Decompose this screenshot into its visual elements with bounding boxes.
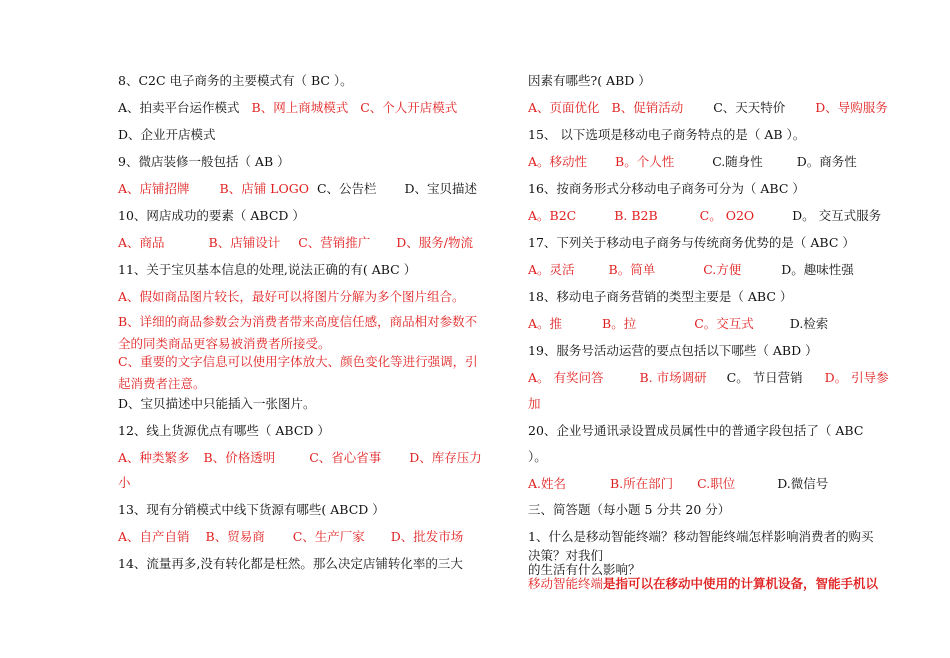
q18-option-c: C。交互式 bbox=[694, 316, 754, 331]
q12-option-b: B、价格透明 bbox=[203, 450, 276, 465]
q8-option-d: D、企业开店模式 bbox=[118, 127, 216, 142]
q11-option-c: C、重要的文字信息可以使用字体放大、颜色变化等进行强调，引起消费者注意。 bbox=[118, 354, 478, 391]
q15-option-a: A。移动性 bbox=[528, 154, 588, 169]
question-10-options bbox=[118, 235, 473, 251]
short-answer-1-question-line-2: 决策？对我们 bbox=[528, 548, 604, 563]
q14-option-c: C、天天特价 bbox=[713, 100, 786, 115]
question-18-options bbox=[528, 316, 828, 332]
q15-option-d: D。商务性 bbox=[796, 154, 857, 169]
q20-option-b: B.所在部门 bbox=[610, 476, 674, 491]
question-16: 16、按商务形式分移动电子商务可分为（ ABC ） bbox=[528, 181, 805, 196]
question-9: 9、微店装修一般包括（ AB ） bbox=[118, 154, 290, 169]
q16-option-c: C。 O2O bbox=[699, 208, 755, 223]
question-19: 19、服务号活动运营的要点包括以下哪些（ ABD ） bbox=[528, 343, 818, 358]
q19-option-b: B. 市场调研 bbox=[639, 370, 707, 385]
answer-text: 是指可以在移动中使用的计算机设备，智能手机以 bbox=[603, 576, 879, 591]
q9-option-a: A、店铺招牌 bbox=[118, 181, 190, 196]
q20-option-c: C.职位 bbox=[697, 476, 736, 491]
q20-option-d: D.微信号 bbox=[777, 476, 829, 491]
q16-option-b: B. B2B bbox=[614, 208, 658, 223]
question-17-options bbox=[528, 262, 854, 278]
q14-option-a: A、页面优化 bbox=[528, 100, 600, 115]
question-20: 20、企业号通讯录设置成员属性中的普通字段包括了（ ABC bbox=[528, 423, 864, 438]
question-16-options bbox=[528, 208, 881, 224]
q17-option-b: B。简单 bbox=[608, 262, 656, 277]
q14-option-d: D、导购服务 bbox=[815, 100, 888, 115]
question-17: 17、下列关于移动电子商务与传统商务优势的是（ ABC ） bbox=[528, 235, 855, 250]
q16-option-a: A。B2C bbox=[528, 208, 577, 223]
q13-option-a: A、自产自销 bbox=[118, 529, 190, 544]
question-10: 10、网店成功的要素（ ABCD ） bbox=[118, 208, 305, 223]
q20-continuation: ）。 bbox=[528, 449, 547, 464]
question-8-options bbox=[118, 100, 457, 116]
q19-option-c: C。 节日营销 bbox=[726, 370, 803, 385]
q19-option-a: A。 有奖问答 bbox=[528, 370, 604, 385]
q15-option-c: C.随身性 bbox=[712, 154, 763, 169]
question-19-options bbox=[528, 370, 889, 386]
q18-option-a: A。推 bbox=[528, 316, 563, 331]
q10-option-c: C、营销推广 bbox=[298, 235, 371, 250]
q13-option-d: D、批发市场 bbox=[390, 529, 464, 544]
q12-continuation: 小 bbox=[118, 475, 131, 490]
q10-option-d: D、服务/物流 bbox=[396, 235, 473, 250]
section-3-heading: 三、简答题（每小题 5 分共 20 分） bbox=[528, 502, 731, 517]
question-14-options bbox=[528, 100, 888, 116]
question-14: 14、流量再多,没有转化都是枉然。那么决定店铺转化率的三大 bbox=[118, 556, 463, 571]
q11-option-d: D、宝贝描述中只能插入一张图片。 bbox=[118, 396, 316, 411]
question-8: 8、C2C 电子商务的主要模式有（ BC ）。 bbox=[118, 73, 353, 88]
question-12: 12、线上货源优点有哪些（ ABCD ） bbox=[118, 423, 330, 438]
q16-option-d: D。 交互式服务 bbox=[792, 208, 882, 223]
q13-option-c: C、生产厂家 bbox=[292, 529, 365, 544]
q10-option-a: A、商品 bbox=[118, 235, 165, 250]
q9-option-c: C、公告栏 bbox=[316, 181, 377, 196]
q15-option-b: B。个人性 bbox=[615, 154, 675, 169]
q18-option-d: D.检索 bbox=[789, 316, 829, 331]
question-13-options bbox=[118, 529, 463, 545]
q12-option-c: C、省心省事 bbox=[309, 450, 382, 465]
q13-option-b: B、贸易商 bbox=[205, 529, 265, 544]
question-20-options bbox=[528, 476, 828, 492]
answer-term: 移动智能终端 bbox=[528, 576, 604, 591]
q12-option-d: D、库存压力 bbox=[409, 450, 482, 465]
q14-option-b: B、促销活动 bbox=[611, 100, 684, 115]
q17-option-c: C.方便 bbox=[703, 262, 742, 277]
q19-option-d: D。 引导参 bbox=[824, 370, 889, 385]
q9-option-d: D、宝贝描述 bbox=[404, 181, 478, 196]
question-11: 11、关于宝贝基本信息的处理,说法正确的有( ABC ） bbox=[118, 262, 417, 277]
q20-option-a: A.姓名 bbox=[528, 476, 567, 491]
short-answer-1-answer bbox=[528, 577, 878, 591]
q18-option-b: B。拉 bbox=[602, 316, 637, 331]
q11-option-a: A、假如商品图片较长，最好可以将图片分解为多个图片组合。 bbox=[118, 289, 465, 304]
question-18: 18、移动电子商务营销的类型主要是（ ABC ） bbox=[528, 289, 793, 304]
q8-option-b: B、网上商城模式 bbox=[251, 100, 349, 115]
q8-option-a: A、拍卖平台运作模式 bbox=[118, 100, 240, 115]
short-answer-1-question: 1、什么是移动智能终端？移动智能终端怎样影响消费者的购买 bbox=[528, 529, 874, 544]
question-12-options bbox=[118, 450, 482, 466]
q9-option-b: B、店铺 LOGO bbox=[219, 181, 309, 196]
q10-option-b: B、店铺设计 bbox=[208, 235, 281, 250]
short-answer-1-question-line-3: 的生活有什么影响？ bbox=[528, 562, 641, 577]
q11-option-b: B、详细的商品参数会为消费者带来高度信任感，商品相对参数不全的同类商品更容易被消费者所接受。 bbox=[118, 314, 478, 351]
question-15: 15、 以下选项是移动电子商务特点的是（ AB ）。 bbox=[528, 127, 806, 142]
q14-continuation: 因素有哪些?( ABD ） bbox=[528, 73, 651, 88]
question-15-options bbox=[528, 154, 857, 170]
q12-option-a: A、种类繁多 bbox=[118, 450, 190, 465]
q17-option-a: A。灵活 bbox=[528, 262, 575, 277]
question-13: 13、现有分销模式中线下货源有哪些( ABCD ） bbox=[118, 502, 385, 517]
q17-option-d: D。趣味性强 bbox=[781, 262, 854, 277]
question-9-options bbox=[118, 181, 477, 197]
q8-option-c: C、个人开店模式 bbox=[360, 100, 458, 115]
q19-continuation: 加 bbox=[528, 396, 541, 411]
